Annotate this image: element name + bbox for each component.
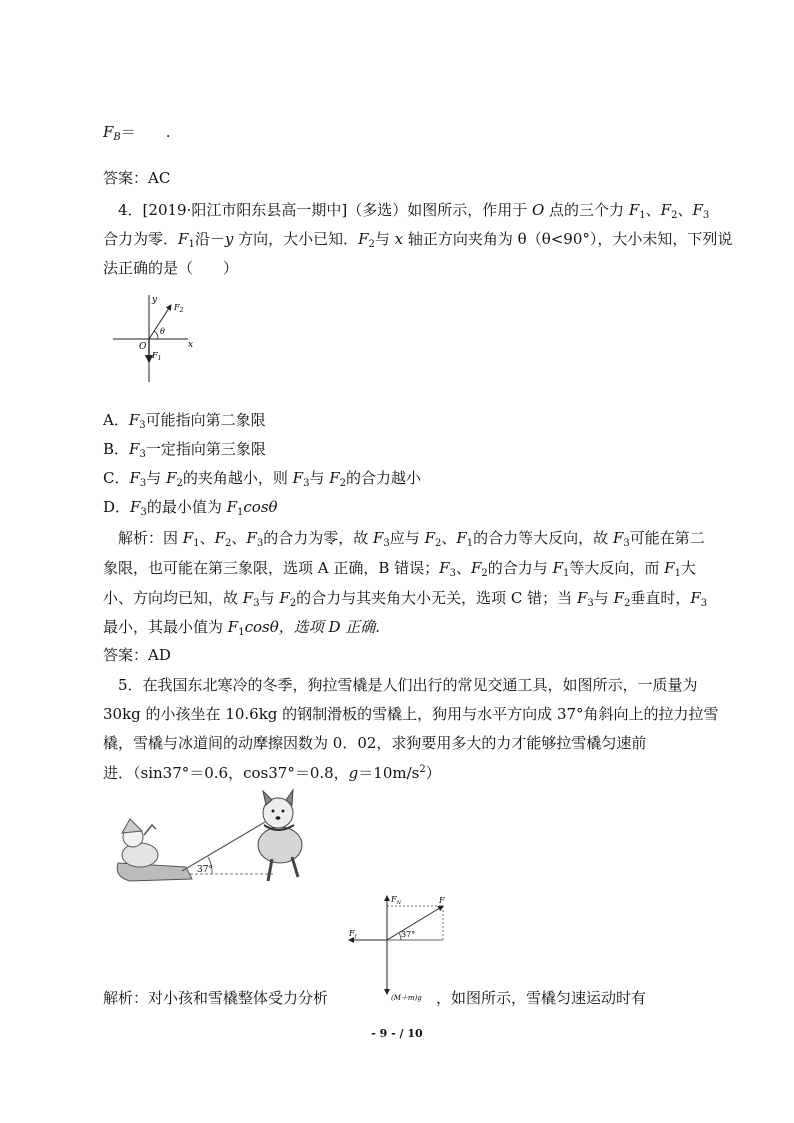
child-body	[122, 843, 158, 867]
weight-label: (M＋m)g	[391, 994, 422, 1002]
q4-stem-line2: 合力为零．$F_1$沿－y 方向，大小已知．$F_2$与 x 轴正方向夹角为 θ（θ<90°），大小未知，下列说	[103, 230, 733, 250]
free-body-diagram	[345, 890, 465, 1002]
fn-label: $F_N$	[391, 895, 401, 906]
rope	[182, 822, 265, 871]
q4-stem-line1: 4．[2019·阳江市阳东县高一期中]（多选）如图所示，作用于 O 点的三个力 $F_1$、$F_2$、$F_3$	[118, 201, 710, 221]
dog-sled-illustration	[100, 785, 320, 895]
theta-arc	[154, 331, 158, 339]
q4-analysis-line2: 象限，也可能在第三象限，选项 A 正确，B 错误；$F_3$、$F_2$的合力与 $F_1$等大反向，而 $F_1$大	[103, 559, 696, 579]
dog-eye-left	[272, 810, 275, 813]
q4-analysis-line4: 最小，其最小值为 $F_1\cos\theta$，选项 D 正确.	[103, 618, 381, 638]
pic-angle-label: 37°	[197, 865, 213, 875]
dog-nose	[276, 816, 281, 820]
page-number: - 9 - / 10	[371, 1027, 423, 1040]
q5-stem-line3: 橇，雪橇与冰道间的动摩擦因数为 0．02，求狗要用多大的力才能够拉雪橇匀速前	[103, 734, 647, 752]
q4-force-diagram	[108, 290, 198, 385]
dog-leg-front	[268, 859, 272, 881]
dog-body	[258, 827, 302, 863]
f-label: F	[439, 896, 445, 905]
f1-label: $F_1$	[152, 351, 162, 362]
q4-option-b: B．$F_3$一定指向第三象限	[103, 440, 266, 460]
f2-label: $F_2$	[174, 303, 184, 314]
q4-analysis-line1: 解析：因 $F_1$、$F_2$、$F_3$的合力为零，故 $F_3$应与 $F_2$、$F_1$的合力等大反向，故 $F_3$可能在第二	[118, 529, 705, 549]
q4-analysis-line3: 小、方向均已知，故 $F_3$与 $F_2$的合力与其夹角大小无关，选项 C 错；当 $F_3$与 $F_2$垂直时，$F_3$	[103, 589, 708, 609]
theta-label: θ	[160, 327, 165, 336]
q4-stem-line3: 法正确的是（ ）	[103, 259, 239, 277]
q5-analysis-start: 解析：对小孩和雪橇整体受力分析 ，如图所示，雪橇匀速运动时有	[103, 989, 647, 1007]
q3-answer: 答案：AC	[103, 169, 171, 187]
q5-stem-line4: 进．（sin37°＝0.6，cos37°＝0.8，$g=10m/s^2$）	[103, 764, 441, 782]
dog-leg-back	[292, 857, 298, 877]
child-arm	[144, 825, 156, 835]
fbd-angle-label: 37°	[401, 930, 416, 939]
fb-blank-line: $F_B=$ .	[103, 123, 171, 143]
q4-option-d: D．$F_3$的最小值为 $F_1\cos\theta$	[103, 498, 278, 518]
origin-label: O	[139, 342, 147, 352]
q4-option-c: C．$F_3$与 $F_2$的夹角越小，则 $F_3$与 $F_2$的合力越小	[103, 469, 422, 489]
q5-stem-line1: 5．在我国东北寒冷的冬季，狗拉雪橇是人们出行的常见交通工具，如图所示，一质量为	[118, 676, 698, 694]
y-label: y	[152, 295, 158, 305]
sled	[117, 863, 192, 881]
q4-option-a: A．$F_3$可能指向第二象限	[103, 411, 266, 431]
child-hat	[122, 819, 142, 833]
x-label: x	[188, 340, 194, 350]
q4-answer: 答案：AD	[103, 646, 171, 664]
ff-label: $F_f$	[349, 929, 357, 940]
dog-eye-right	[282, 810, 285, 813]
q5-stem-line2: 30kg 的小孩坐在 10.6kg 的钢制滑板的雪橇上，狗用与水平方向成 37°角斜向上的拉力拉雪	[103, 705, 719, 723]
